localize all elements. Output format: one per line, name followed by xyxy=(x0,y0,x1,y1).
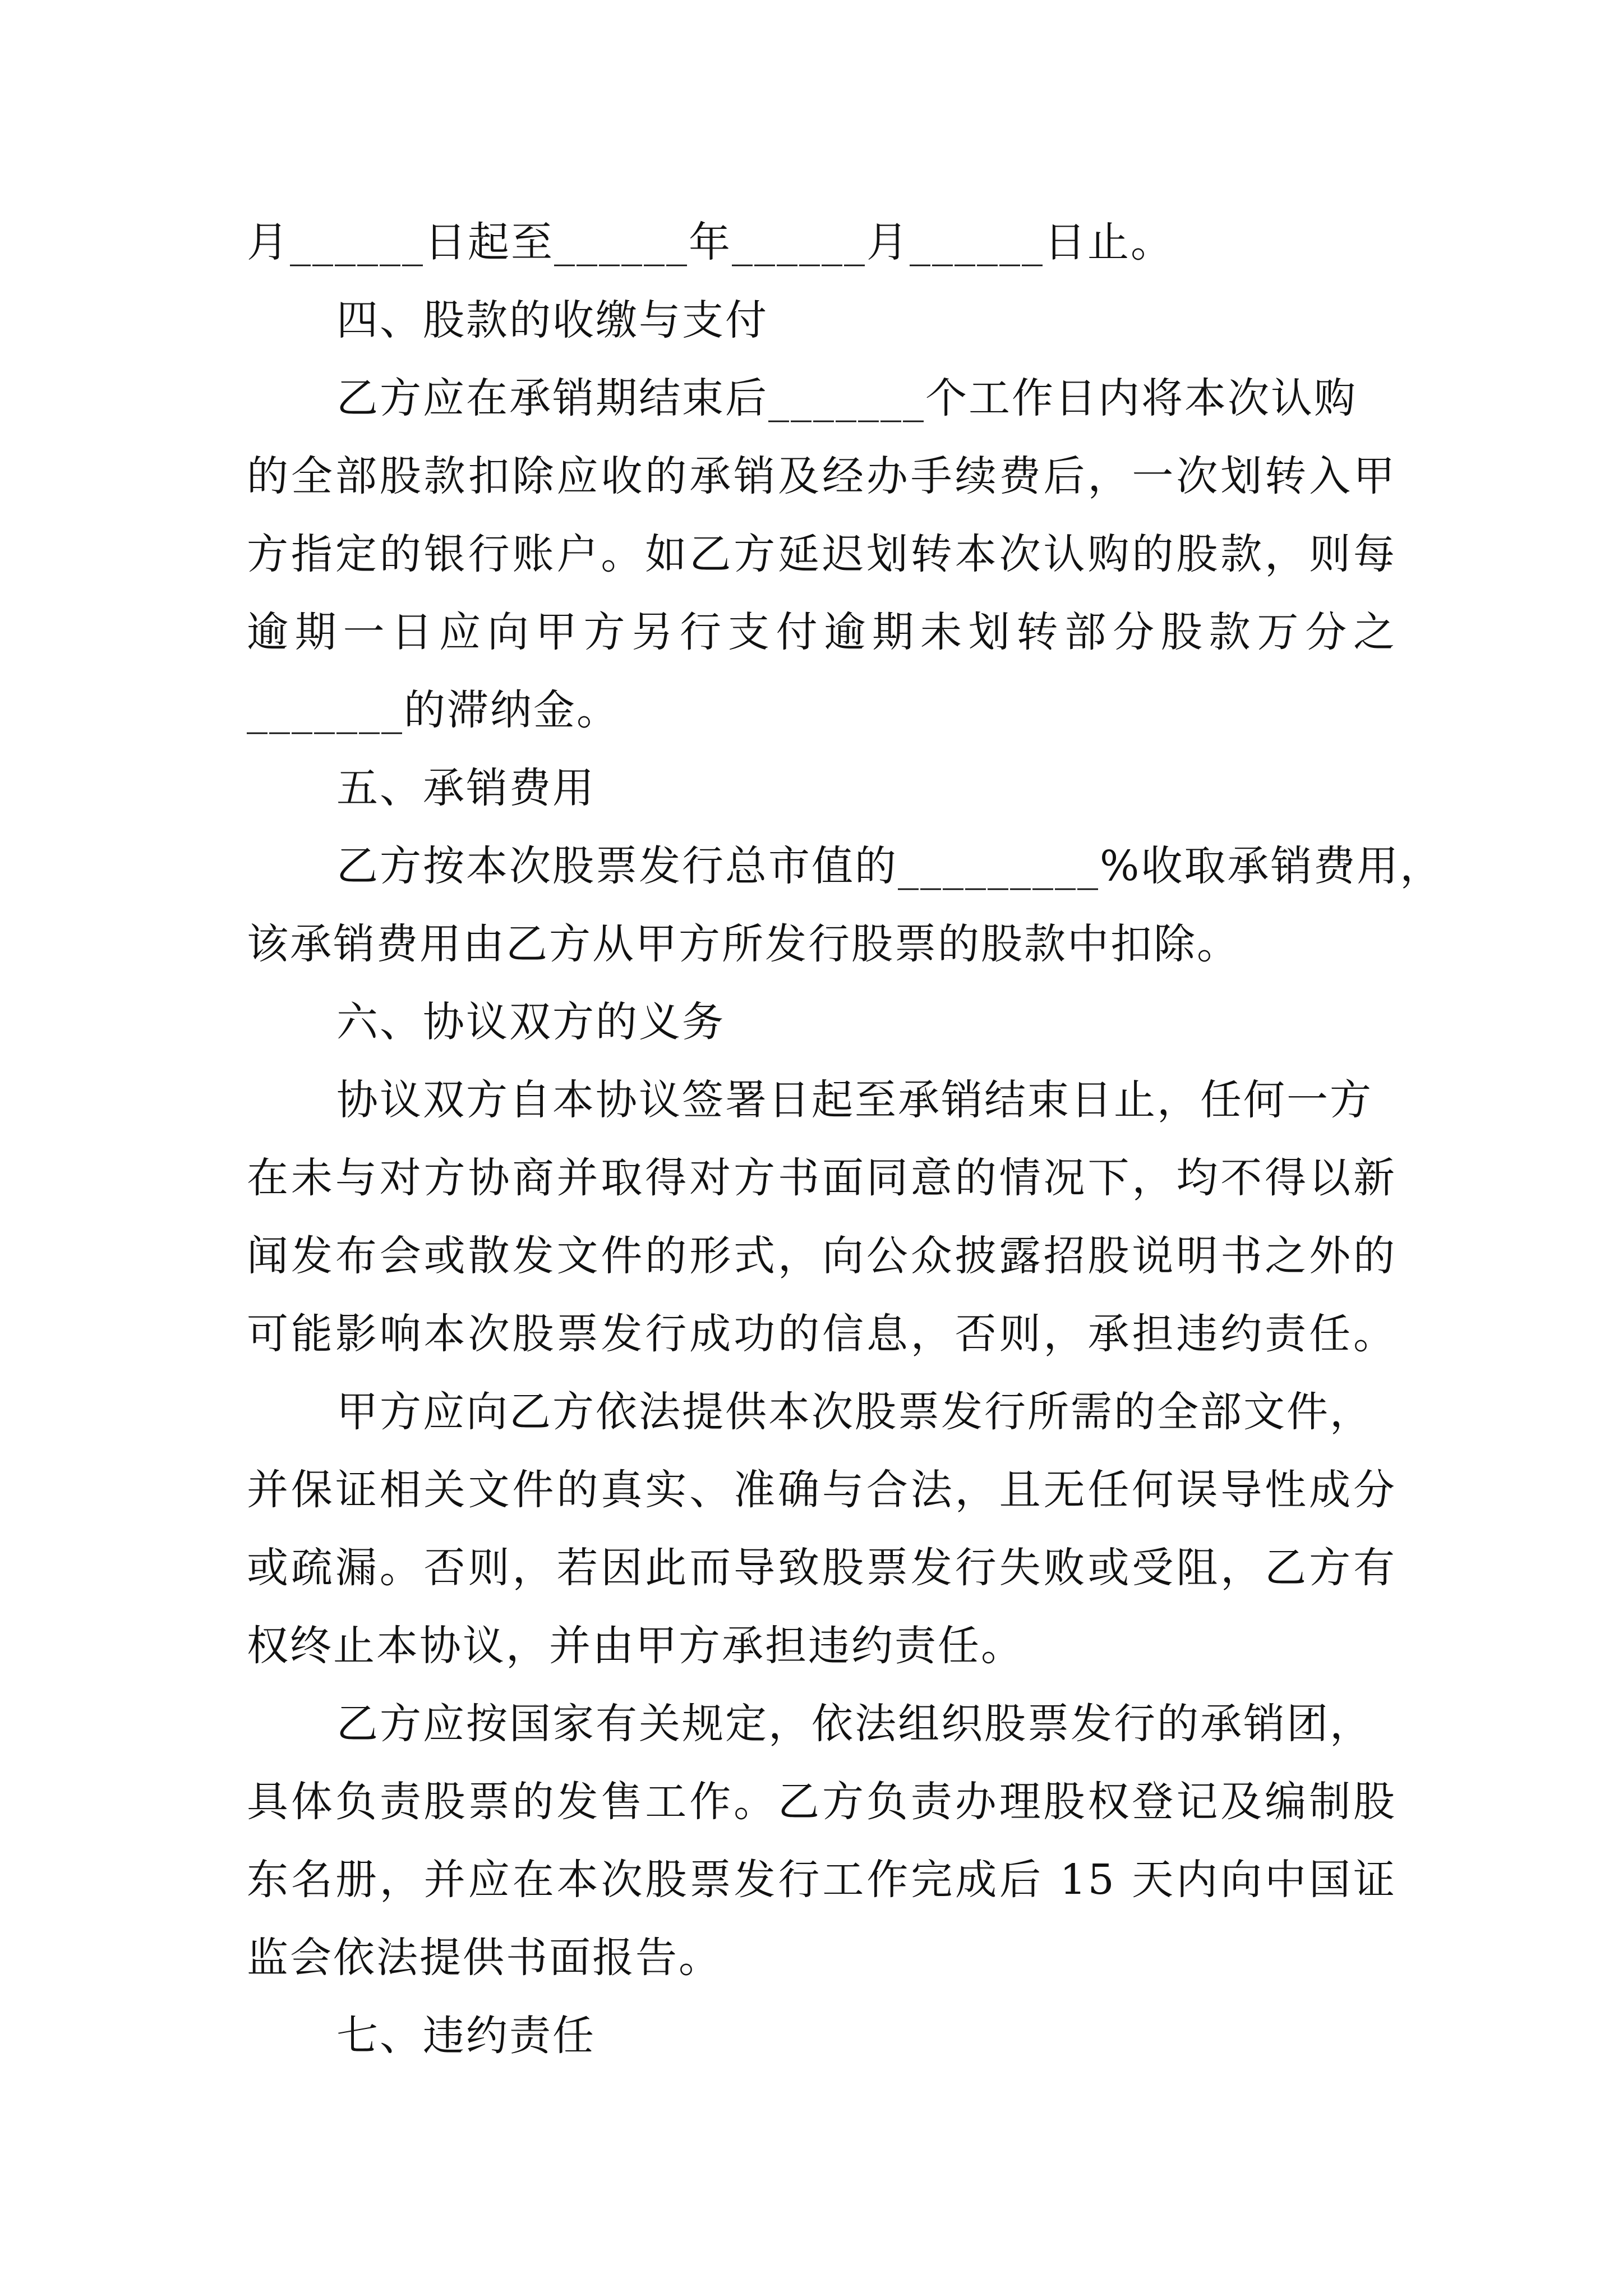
text-line: 乙方应按国家有关规定，依法组织股票发行的承销团， xyxy=(336,1700,1373,1748)
text-line: 乙方应在承销期结束后_______个工作日内将本次认购 xyxy=(336,374,1357,422)
text-line: _______的滞纳金。 xyxy=(247,686,620,734)
text-line: 协议双方自本协议签署日起至承销结束日止，任何一方 xyxy=(336,1076,1373,1124)
section-heading: 五、承销费用 xyxy=(336,764,596,812)
text-line: 可能影响本次股票发行成功的信息，否则，承担违约责任。 xyxy=(247,1310,1396,1358)
text-line: 并保证相关文件的真实、准确与合法，且无任何误导性成分 xyxy=(247,1466,1396,1514)
text-line: 该承销费用由乙方从甲方所发行股票的股款中扣除。 xyxy=(247,920,1240,968)
text-line: 甲方应向乙方依法提供本次股票发行所需的全部文件， xyxy=(336,1388,1373,1436)
text-line: 乙方按本次股票发行总市值的_________%收取承销费用， xyxy=(336,842,1444,890)
text-line: 在未与对方协商并取得对方书面同意的情况下，均不得以新 xyxy=(247,1154,1396,1202)
text-line: 东名册，并应在本次股票发行工作完成后 15 天内向中国证 xyxy=(247,1856,1396,1904)
section-heading: 六、协议双方的义务 xyxy=(336,998,725,1046)
text-line: 具体负责股票的发售工作。乙方负责办理股权登记及编制股 xyxy=(247,1778,1396,1826)
text-line: 逾期一日应向甲方另行支付逾期未划转部分股款万分之 xyxy=(247,608,1396,656)
text-line: 月______日起至______年______月______日止。 xyxy=(247,218,1174,266)
section-heading: 四、股款的收缴与支付 xyxy=(336,296,768,344)
text-line: 闻发布会或散发文件的形式，向公众披露招股说明书之外的 xyxy=(247,1232,1396,1280)
text-line: 方指定的银行账户。如乙方延迟划转本次认购的股款，则每 xyxy=(247,530,1396,578)
text-line: 的全部股款扣除应收的承销及经办手续费后，一次划转入甲 xyxy=(247,452,1396,500)
text-line: 或疏漏。否则，若因此而导致股票发行失败或受阻，乙方有 xyxy=(247,1544,1396,1592)
text-line: 权终止本协议，并由甲方承担违约责任。 xyxy=(247,1622,1024,1670)
text-line: 监会依法提供书面报告。 xyxy=(247,1934,722,1982)
section-heading: 七、违约责任 xyxy=(336,2012,596,2060)
